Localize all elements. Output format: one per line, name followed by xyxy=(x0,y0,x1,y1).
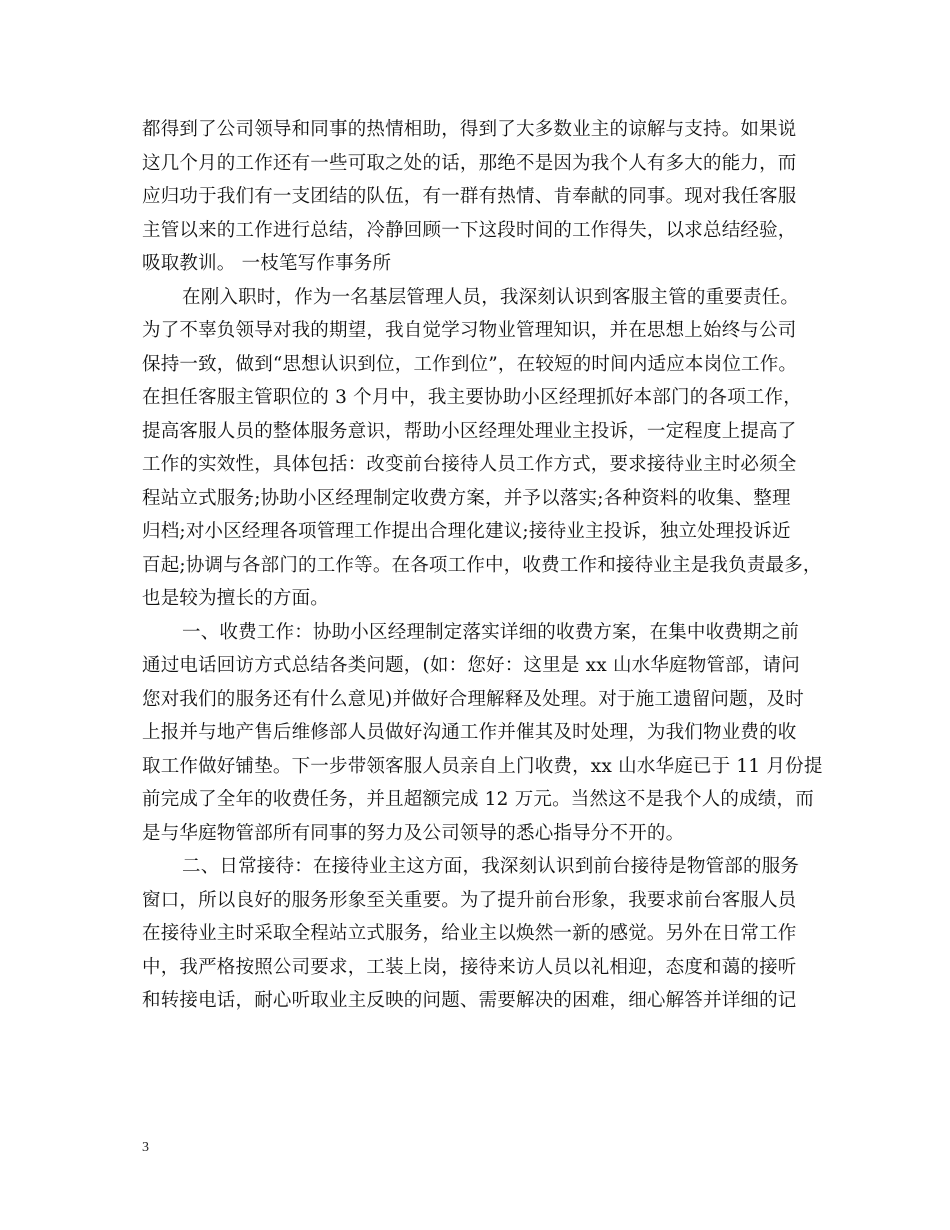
paragraph-line: 也是较为擅长的方面。 xyxy=(142,588,330,609)
document-body xyxy=(142,113,823,1018)
paragraph-line: 归档;对小区经理各项管理工作提出合理化建议;接待业主投诉，独立处理投诉近 xyxy=(142,521,791,542)
paragraph-line: 在刚入职时，作为一名基层管理人员，我深刻认识到客服主管的重要责任。 xyxy=(182,286,800,308)
paragraph-line: 都得到了公司领导和同事的热情相助，得到了大多数业主的谅解与支持。如果说 xyxy=(142,119,797,140)
paragraph-line: 前完成了全年的收费任务，并且超额完成 12 万元。当然这不是我个人的成绩，而 xyxy=(142,789,814,810)
paragraph-line: 保持一致，做到“思想认识到位，工作到位”，在较短的时间内适应本岗位工作。 xyxy=(142,353,798,375)
paragraph-line: 二、日常接待：在接待业主这方面，我深刻认识到前台接待是物管部的服务 xyxy=(182,856,800,877)
paragraph-line: 为了不辜负领导对我的期望，我自觉学习物业管理知识，并在思想上始终与公司 xyxy=(142,320,797,341)
paragraph-line: 工作的实效性，具体包括：改变前台接待人员工作方式，要求接待业主时必须全 xyxy=(142,454,797,475)
paragraph-line: 在接待业主时采取全程站立式服务，给业主以焕然一新的感觉。另外在日常工作 xyxy=(142,923,797,944)
paragraph-line: 窗口，所以良好的服务形象至关重要。为了提升前台形象，我要求前台客服人员 xyxy=(142,889,797,911)
paragraph-2 xyxy=(142,281,822,616)
paragraph-line: 在担任客服主管职位的 3 个月中，我主要协助小区经理抓好本部门的各项工作， xyxy=(142,387,802,408)
paragraph-line: 您对我们的服务还有什么意见)并做好合理解释及处理。对于施工遗留问题，及时 xyxy=(142,688,804,710)
paragraph-line: 上报并与地产售后维修部人员做好沟通工作并催其及时处理，为我们物业费的收 xyxy=(142,722,797,743)
paragraph-line: 一、收费工作：协助小区经理制定落实详细的收费方案，在集中收费期之前 xyxy=(182,621,800,643)
paragraph-line: 吸取教训。 一枝笔写作事务所 xyxy=(142,253,392,274)
paragraph-4 xyxy=(142,850,812,1018)
paragraph-line: 是与华庭物管部所有同事的努力及公司领导的悉心指导分不开的。 xyxy=(142,822,685,844)
paragraph-line: 取工作做好铺垫。下一步带领客服人员亲自上门收费，xx 山水华庭已于 11 月份提 xyxy=(142,755,823,777)
paragraph-3 xyxy=(142,616,823,851)
page-number: 3 xyxy=(142,1140,149,1155)
paragraph-line: 提高客服人员的整体服务意识，帮助小区经理处理业主投诉，一定程度上提高了 xyxy=(142,420,797,442)
paragraph-line: 百起;协调与各部门的工作等。在各项工作中，收费工作和接待业主是我负责最多， xyxy=(142,554,822,576)
paragraph-line: 这几个月的工作还有一些可取之处的话，那绝不是因为我个人有多大的能力，而 xyxy=(142,152,797,174)
paragraph-line: 通过电话回访方式总结各类问题，(如：您好：这里是 xx 山水华庭物管部，请问 xyxy=(142,655,800,676)
paragraph-line: 和转接电话，耐心听取业主反映的问题、需要解决的困难，细心解答并详细的记 xyxy=(142,990,797,1011)
paragraph-line: 主管以来的工作进行总结，冷静回顾一下这段时间的工作得失，以求总结经验， xyxy=(142,219,797,241)
paragraph-line: 程站立式服务;协助小区经理制定收费方案，并予以落实;各种资料的收集、整理 xyxy=(142,487,791,509)
paragraph-line: 应归功于我们有一支团结的队伍，有一群有热情、肯奉献的同事。现对我任客服 xyxy=(142,186,797,207)
paragraph-line: 中，我严格按照公司要求，工装上岗，接待来访人员以礼相迎，态度和蔼的接听 xyxy=(142,956,797,978)
paragraph-1 xyxy=(142,113,812,281)
